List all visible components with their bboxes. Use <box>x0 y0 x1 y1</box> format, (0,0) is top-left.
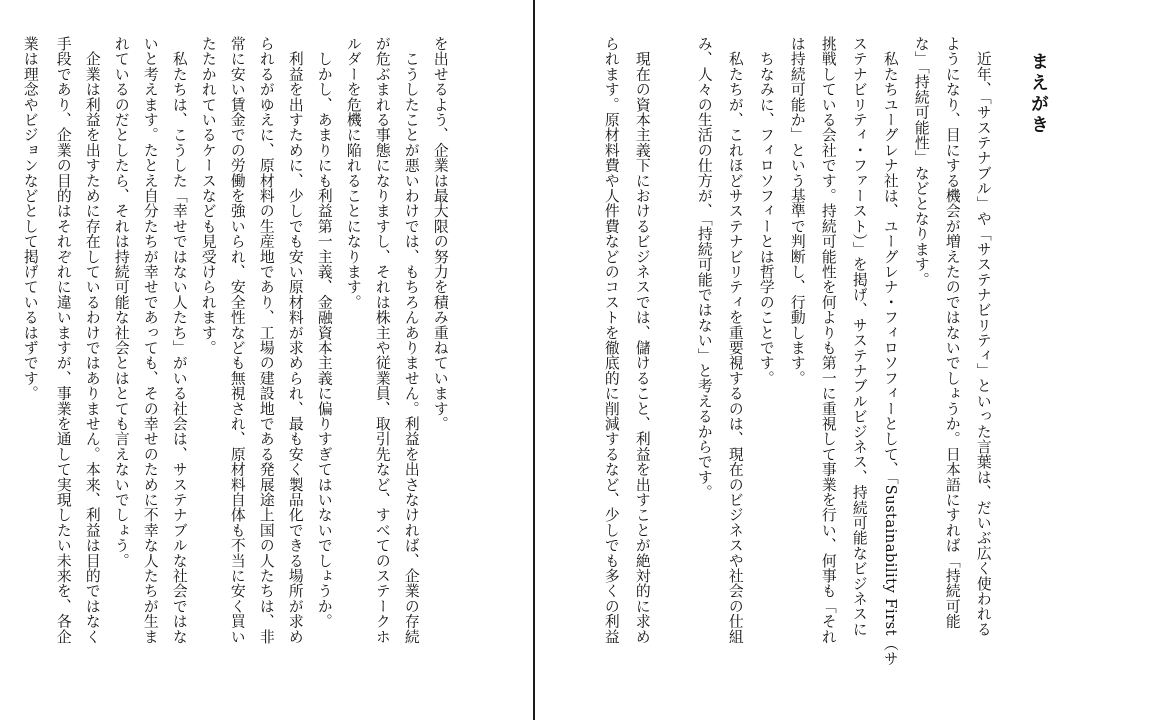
text-line: しかし、あまりにも利益第一主義、金融資本主義に偏りすぎてはいないでしょうか。 <box>315 36 333 629</box>
chapter-title: まえがき <box>1028 52 1049 136</box>
text-line: を出せるよう、企業は最大限の努力を積み重ねています。 <box>431 36 449 432</box>
text-line: み、人々の生活の仕方が、「持続可能ではない」と考えるからです。 <box>695 36 713 500</box>
page-gutter-divider <box>533 0 535 720</box>
text-line: 私たちは、こうした「幸せではない人たち」がいる社会は、サステナブルな社会ではな <box>170 36 188 644</box>
text-line: れているのだとしたら、それは持続可能な社会とはとても言えないでしょう。 <box>112 36 130 568</box>
text-line: な」「持続可能性」などとなります。 <box>912 36 930 287</box>
text-line: ようになり、目にする機会が増えたのではないでしょうか。日本語にすれば「持続可能 <box>943 36 961 629</box>
text-line: られるがゆえに、原材料の生産地であり、工場の建設地である発展途上国の人たちは、非 <box>257 36 275 644</box>
text-line: 企業は利益を出すために存在しているわけではありません。本来、利益は目的ではなく <box>83 36 101 644</box>
text-line: は持続可能か」という基準で判断し、行動します。 <box>788 36 806 386</box>
text-line: ルダーを危機に陥れることになります。 <box>344 36 362 310</box>
text-line: 私たちが、これほどサステナビリティを重要視するのは、現在のビジネスや社会の仕組 <box>726 36 744 644</box>
text-line: 利益を出すために、少しでも安い原材料が求められ、最も安く製品化できる場所が求め <box>286 36 304 644</box>
text-line: ステナビリティ・ファースト）」を掲げ、サステナブルビジネス、持続可能なビジネスに <box>850 36 868 637</box>
right-page <box>535 0 1152 720</box>
text-line: が危ぶまれる事態になりますし、それは株主や従業員、取引先など、すべてのステークホ <box>373 36 391 644</box>
text-line: 私たちユーグレナ社は、ユーグレナ・フィロソフィーとして、「Sustainability First（サ <box>881 36 899 667</box>
text-line: いと考えます。たとえ自分たちが幸せであっても、その幸せのために不幸な人たちが生ま <box>141 36 159 644</box>
text-line: たたかれているケースなども見受けられます。 <box>199 36 217 356</box>
text-line: 近年、「サステナブル」や「サステナビリティ」といった言葉は、だいぶ広く使われる <box>974 36 992 637</box>
text-line: 常に安い賃金での労働を強いられ、安全性なども無視され、原材料自体も不当に安く買い <box>228 36 246 644</box>
text-line: 挑戦している会社です。持続可能性を何よりも第一に重視して事業を行い、何事も「それ <box>819 36 837 644</box>
text-line: こうしたことが悪いわけでは、もちろんありません。利益を出さなければ、企業の存続 <box>402 36 420 644</box>
text-line: 手段であり、企業の目的はそれぞれに違いますが、事業を通して実現したい未来を、各企 <box>54 36 72 644</box>
text-line: られます。原材料費や人件費などのコストを徹底的に削減するなど、少しでも多くの利益 <box>602 36 620 644</box>
text-line: 業は理念やビジョンなどとして掲げているはずです。 <box>21 36 39 401</box>
text-line: ちなみに、フィロソフィーとは哲学のことです。 <box>757 36 775 386</box>
text-line: 現在の資本主義下におけるビジネスでは、儲けること、利益を出すことが絶対的に求め <box>633 36 651 644</box>
